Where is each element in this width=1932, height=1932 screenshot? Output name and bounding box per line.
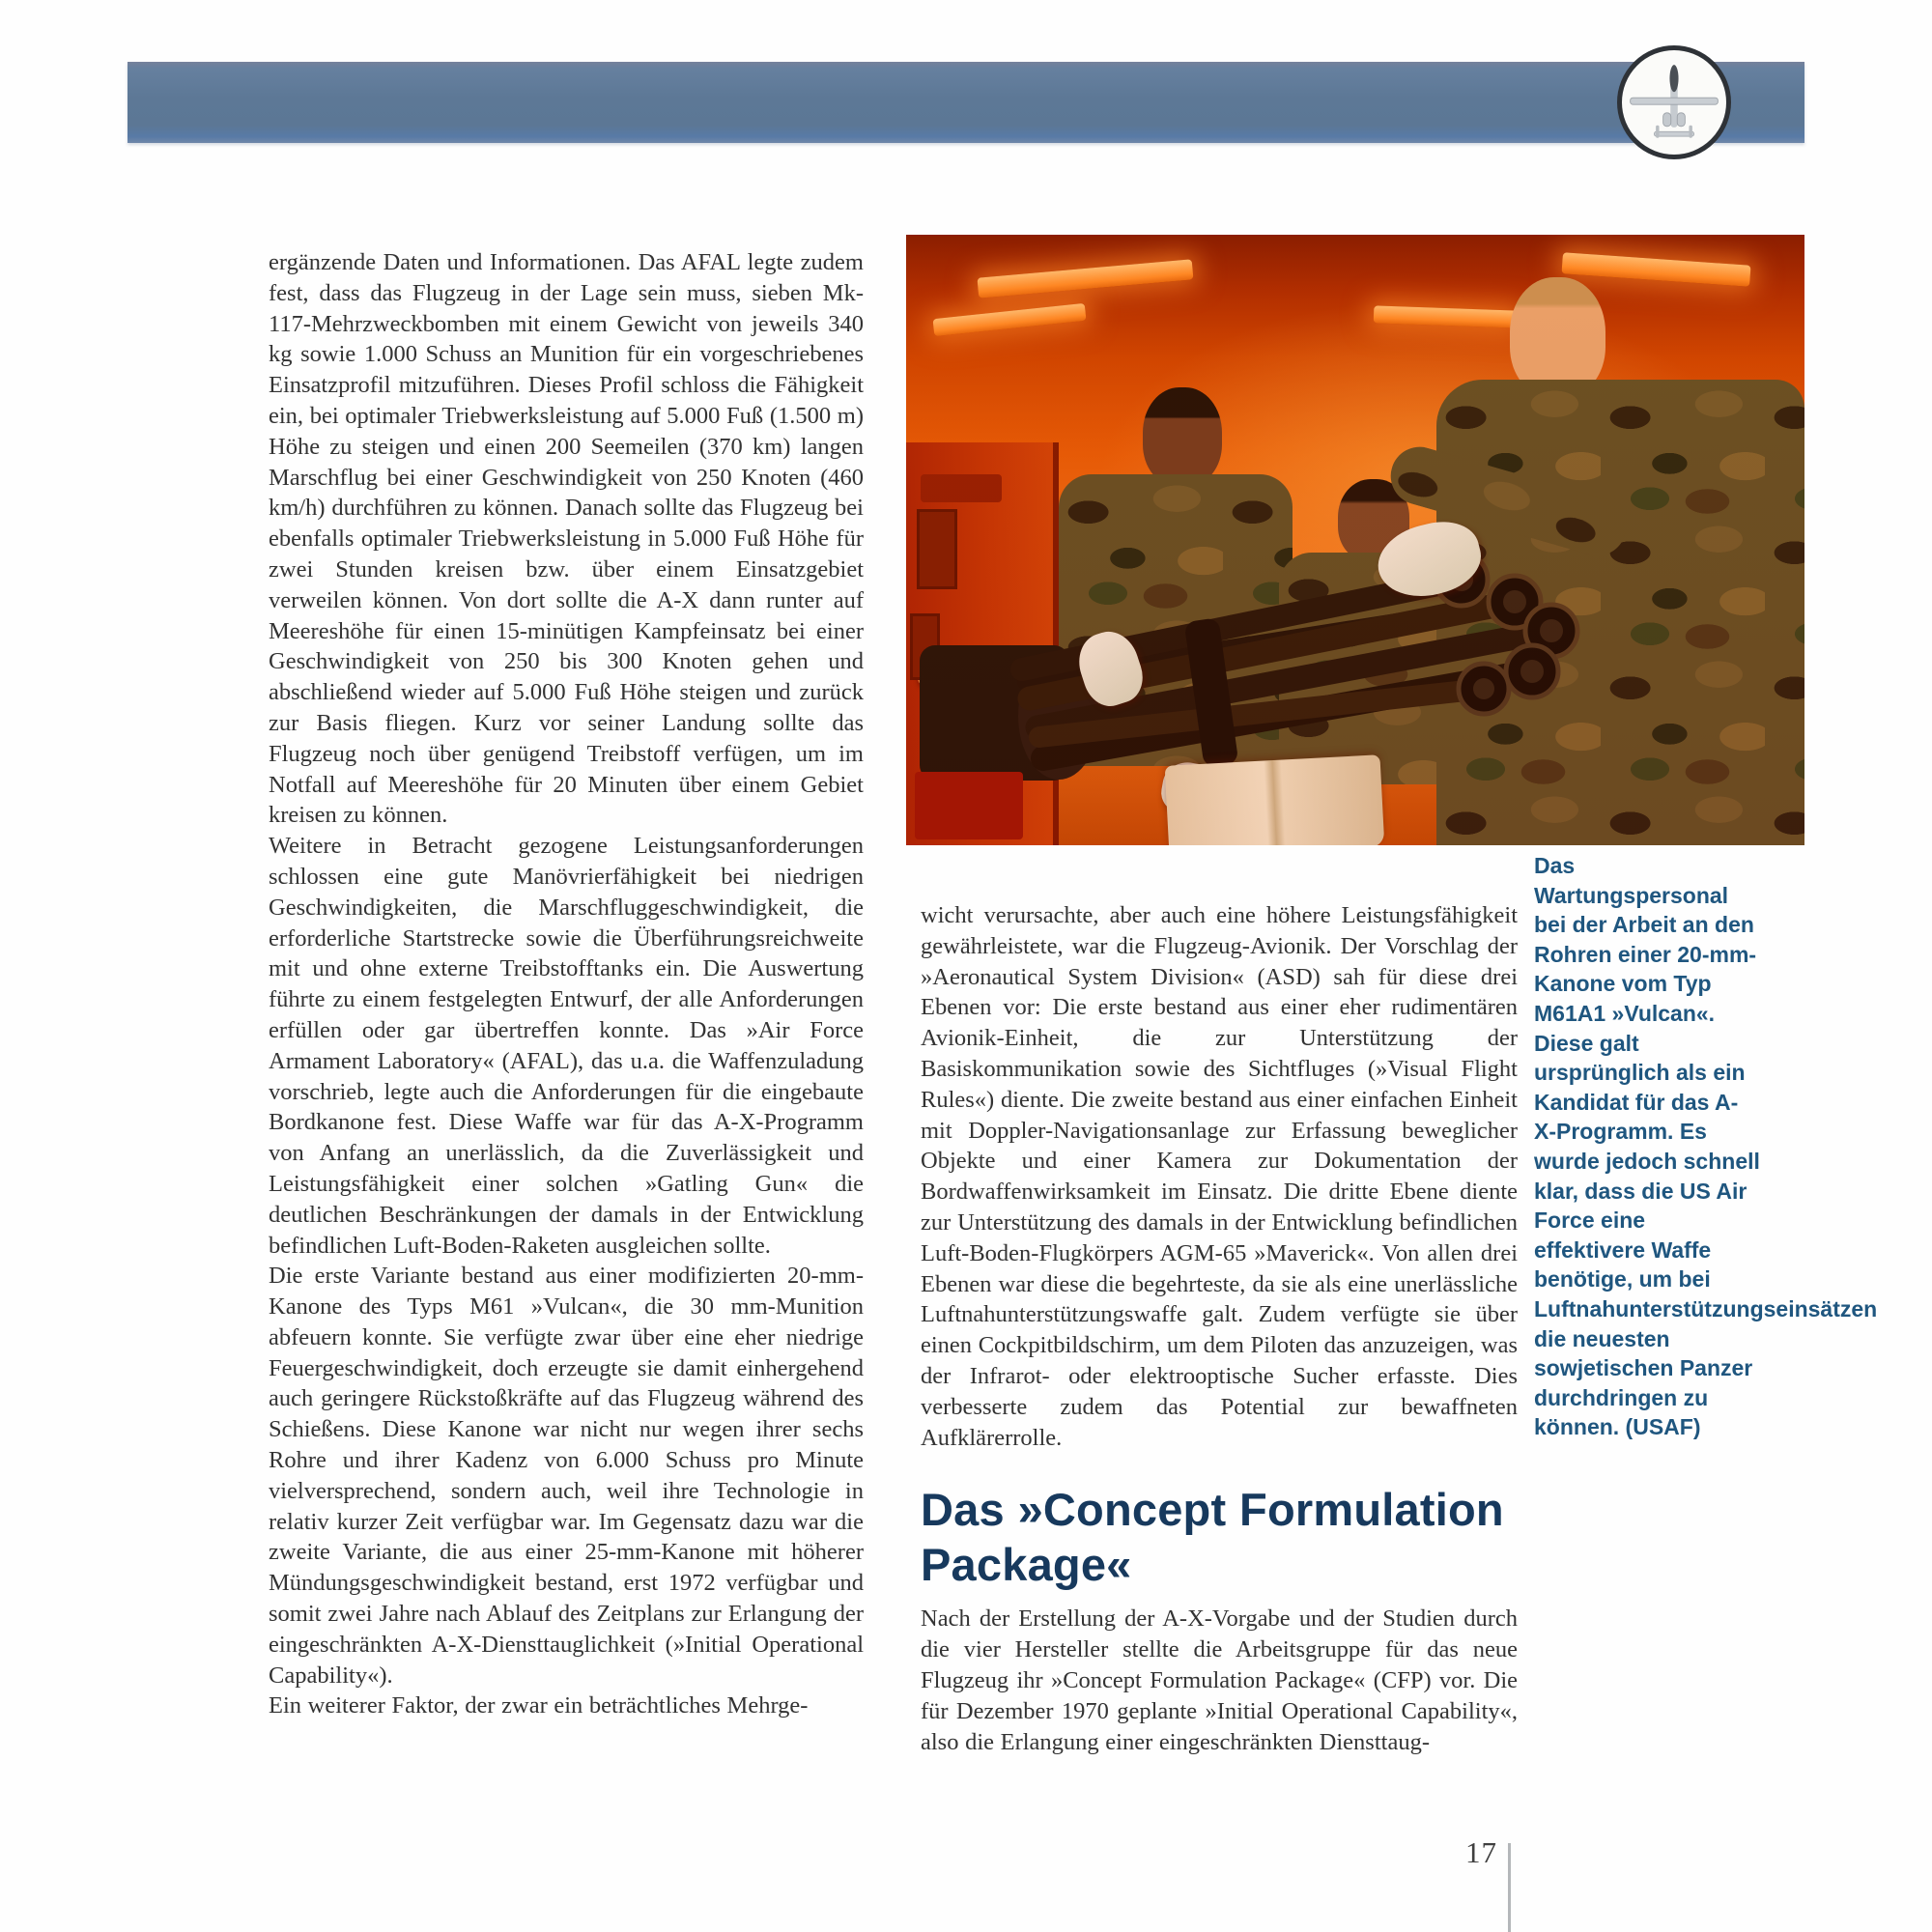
page-number-rule <box>1508 1843 1511 1932</box>
paragraph: Nach der Erstellung der A-X-Vorgabe und der Studien durch die vier Hersteller stellte die Arbeitsgruppe für das neue Flugzeug ihr »Concept Formulation Package« (CFP) vor. Die für Dezember 1970 geplante »Initial Operational Capability«, also die Erlangung einer eingeschränkten Diensttaug- <box>921 1605 1518 1755</box>
page-number: 17 <box>1465 1835 1497 1869</box>
aircraft-badge <box>1617 45 1731 159</box>
photo-vulcan-maintenance <box>906 235 1804 845</box>
paragraph: wicht verursachte, aber auch eine höhere Leistungsfähigkeit gewährleistete, war die Flugzeug-Avionik. Der Vorschlag der »Aeronautical System Division« (ASD) sah für diese drei Ebenen vor: Die erste bestand aus einer eher rudimentären Avionik-Einheit, die zur Unterstützung der Basiskommunikation sowie des Sichtfluges (»Visual Flight Rules«) diente. Die zweite bestand aus einer einfachen Einheit mit Doppler-Navigationsanlage zur Erfassung beweglicher Objekte und einer Kamera zur Dokumentation der Bordwaffenwirksamkeit im Einsatz. Die dritte Ebene diente zur Unterstützung des damals in der Entwicklung befindlichen Luft-Boden-Flugkörpers AGM-65 »Maverick«. Von allen drei Ebenen war diese die begehrteste, da sie als eine unerlässliche Luftnahunterstützungswaffe galt. Zudem verfügte sie über einen Cockpitbildschirm, um dem Piloten das anzuzeigen, was der Infrarot- oder elektrooptische Sucher erfasste. Dies verbesserte zudem das Potential zur bewaffneten Aufklärerrolle. <box>921 902 1518 1451</box>
paragraph: Weitere in Betracht gezogene Leistungsanforderungen schlossen eine gute Manövrierfähigkeit bei niedrigen Geschwindigkeiten, die Marschfluggeschwindigkeit, die erforderliche Startstrecke sowie die Überführungsreichweite mit und ohne externe Treibstofftanks ein. Die Auswertung führte zu einem festgelegten Entwurf, der alle Anforderungen erfüllen oder gar übertreffen konnte. Das »Air Force Armament Laboratory« (AFAL), das u.a. die Waffenzuladung vorschrieb, legte auch die Anforderungen für die eingebaute Bordkanone fest. Diese Waffe war für das A-X-Programm von Anfang an unerlässlich, da die Zuverlässigkeit und Leistungsfähigkeit einer solchen »Gatling Gun« die deutlichen Beschränkungen der damals in der Entwicklung befindlichen Luft-Boden-Raketen ausgleichen sollte. <box>269 833 864 1259</box>
paragraph: Die erste Variante bestand aus einer modifizierten 20-mm-Kanone des Typs M61 »Vulcan«, die 30 mm-Munition abfeuern konnte. Sie verfügte zwar über eine eher niedrige Feuergeschwindigkeit, doch erzeugte sie damit einhergehend auch geringere Rückstoßkräfte auf das Flugzeug während des Schießens. Diese Kanone war nicht nur wegen ihrer sechs Rohre und ihrer Kadenz von 6.000 Schuss pro Minute vielversprechend, sondern auch, weil ihre Technologie in relativ kurzer Zeit verfügbar war. Im Gegensatz dazu war die zweite Variante, die aus einer 25-mm-Kanone mit höherer Mündungsgeschwindigkeit bestand, erst 1972 verfügbar und somit zwei Jahre nach Ablauf des Zeitplans zur Erlangung der eingeschränkten A-X-Diensttauglichkeit (»Initial Operational Capability«). <box>269 1263 864 1689</box>
right-column <box>921 900 1518 1757</box>
left-column <box>269 247 864 1721</box>
photo-caption: Das Wartungspersonal bei der Arbeit an den Rohren einer 20-mm-Kanone vom Typ M61A1 »Vulcan«. Diese galt ursprünglich als ein Kandidat für das A-X-Programm. Es wurde jedoch schnell klar, dass die US Air Force eine effektivere Waffe benötige, um bei Luftnahunterstützungseinsätzen die neuesten sowjetischen Panzer durchdringen zu können. (USAF) <box>1534 853 1878 1440</box>
section-heading: Das »Concept Formulation Package« <box>921 1484 1504 1591</box>
paragraph: ergänzende Daten und Informationen. Das AFAL legte zudem fest, dass das Flugzeug in der Lage sein muss, sieben Mk-117-Mehrzweckbomben mit einem Gewicht von jeweils 340 kg sowie 1.000 Schuss an Munition für ein vorgeschriebenes Einsatzprofil mitzuführen. Dieses Profil schloss die Fähigkeit ein, bei optimaler Triebwerksleistung auf 5.000 Fuß (1.500 m) Höhe zu steigen und einen 200 Seemeilen (370 km) langen Marschflug bei einer Geschwindigkeit von 250 Knoten (460 km/h) durchführen zu können. Danach sollte das Flugzeug bei ebenfalls optimaler Triebwerksleistung in 5.000 Fuß Höhe für zwei Stunden kreisen bzw. über einem Einsatzgebiet verweilen können. Von dort sollte die A-X dann runter auf Meereshöhe für einen 15-minütigen Kampfeinsatz bei einer Geschwindigkeit von 250 bis 300 Knoten gehen und abschließend wieder auf 5.000 Fuß Höhe steigen und zurück zur Basis fliegen. Kurz vor seiner Landung sollte das Flugzeug noch über genügend Treibstoff verfügen, um im Notfall auf Meereshöhe für 20 Minuten über einem Gebiet kreisen zu können. <box>269 249 864 829</box>
header-bar <box>128 62 1804 143</box>
aircraft-top-view-icon <box>1622 50 1726 155</box>
photo-color-tint <box>906 235 1804 845</box>
paragraph: Ein weiterer Faktor, der zwar ein beträchtliches Mehrge- <box>269 1692 809 1719</box>
